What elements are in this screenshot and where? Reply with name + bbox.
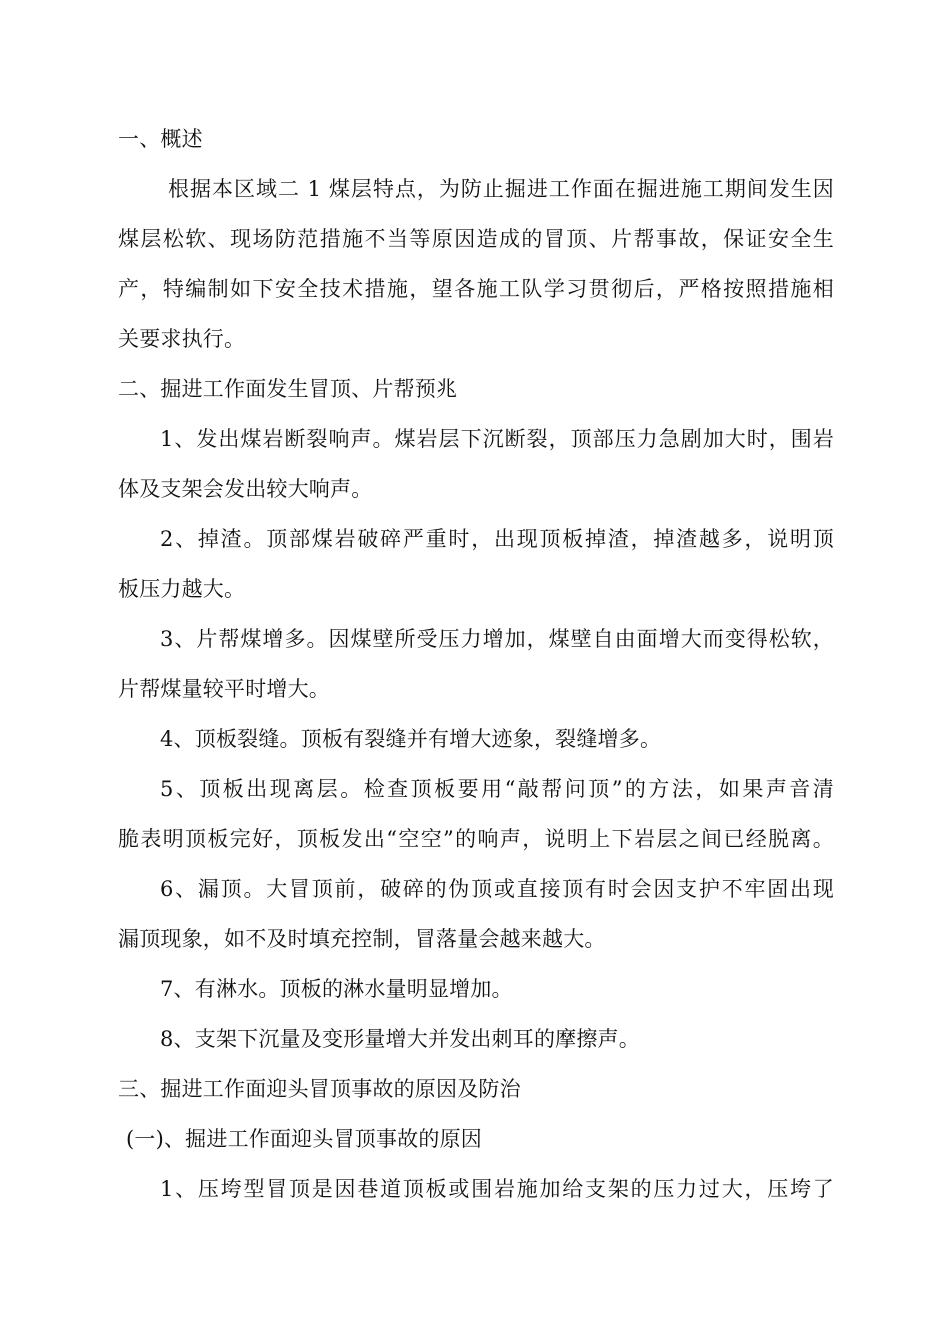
list-item-line: 8、支架下沉量及变形量增大并发出刺耳的摩擦声。 <box>160 1027 640 1051</box>
document-body <box>118 114 834 1214</box>
list-item-line: 脆表明顶板完好，顶板发出“空空”的响声，说明上下岩层之间已经脱离。 <box>118 827 834 851</box>
list-item-line: 2、掉渣。顶部煤岩破碎严重时，出现顶板掉渣，掉渣越多，说明顶 <box>160 527 834 551</box>
list-item-line: 板压力越大。 <box>118 577 246 601</box>
list-item-line: 6、漏顶。大冒顶前，破碎的伪顶或直接顶有时会因支护不牢固出现 <box>160 877 834 901</box>
list-item-line: 片帮煤量较平时增大。 <box>118 677 330 701</box>
list-item-line: 5、顶板出现离层。检查顶板要用“敲帮问顶”的方法，如果声音清 <box>160 777 834 801</box>
paragraph-line: 煤层松软、现场防范措施不当等原因造成的冒顶、片帮事故，保证安全生 <box>118 227 834 251</box>
list-item-line: 7、有淋水。顶板的淋水量明显增加。 <box>160 977 513 1001</box>
paragraph-line: 根据本区域二 1 煤层特点，为防止掘进工作面在掘进施工期间发生因 <box>168 177 834 201</box>
list-item-line: 1、发出煤岩断裂响声。煤岩层下沉断裂，顶部压力急剧加大时，围岩 <box>160 427 834 451</box>
paragraph-line: 关要求执行。 <box>118 327 246 351</box>
list-item-line: 4、顶板裂缝。顶板有裂缝并有增大迹象，裂缝增多。 <box>160 727 662 751</box>
list-item-line: 体及支架会发出较大响声。 <box>118 477 373 501</box>
section-heading-overview: 一、概述 <box>118 127 203 151</box>
section-heading-warning-signs: 二、掘进工作面发生冒顶、片帮预兆 <box>118 377 458 401</box>
list-item-line: 3、片帮煤增多。因煤壁所受压力增加，煤壁自由面增大而变得松软， <box>160 627 834 651</box>
subsection-heading-causes: (一)、掘进工作面迎头冒顶事故的原因 <box>126 1127 482 1151</box>
list-item-line: 漏顶现象，如不及时填充控制，冒落量会越来越大。 <box>118 927 606 951</box>
paragraph-line: 产，特编制如下安全技术措施，望各施工队学习贯彻后，严格按照措施相 <box>118 277 834 301</box>
list-item-line: 1、压垮型冒顶是因巷道顶板或围岩施加给支架的压力过大，压垮了 <box>160 1177 834 1201</box>
section-heading-causes-prevention: 三、掘进工作面迎头冒顶事故的原因及防治 <box>118 1077 521 1101</box>
